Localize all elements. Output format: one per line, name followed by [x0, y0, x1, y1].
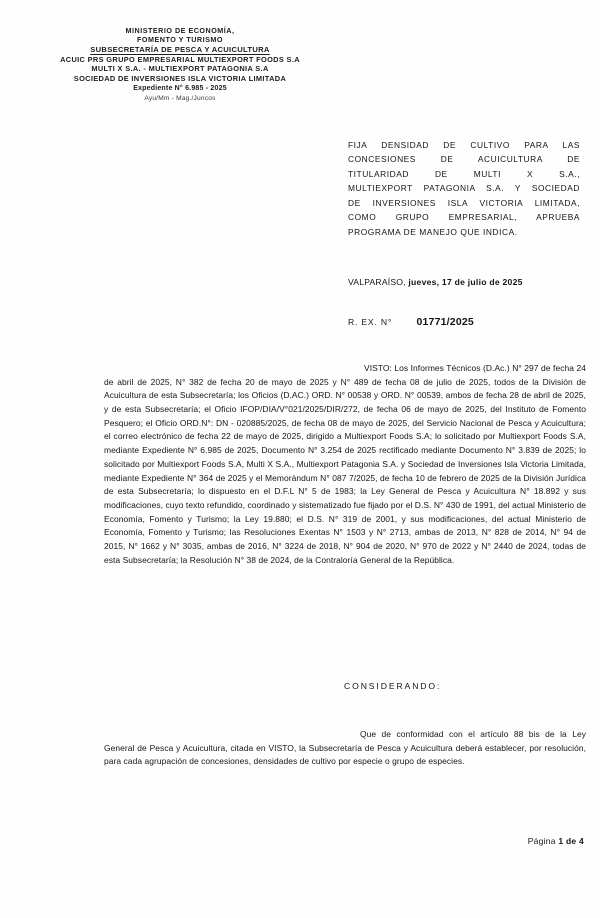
- page-footer: [528, 836, 584, 846]
- page-current: 1: [558, 836, 564, 846]
- letterhead: [0, 26, 360, 103]
- title-line-1: FIJA DENSIDAD DE CULTIVO PARA LAS: [348, 140, 580, 150]
- letterhead-ministry-line1: MINISTERIO DE ECONOMÍA,: [125, 26, 235, 35]
- resolution-title-block: [348, 138, 580, 239]
- title-line-2: CONCESIONES DE ACUICULTURA DE: [348, 154, 580, 165]
- visto-paragraph: VISTO: Los Informes Técnicos (D.Ac.) N° 297 de fecha 24 de abril de 2025, N° 382 de fecha 20 de mayo de 2025 y N° 489 de fecha 08 de julio de 2025, todos de la División de Acuicultura de esta Subsecretaría; los Oficios (D.AC.) ORD. N° 00538 y ORD. N° 00539, ambos de fecha 28 de abril de 2025, y de esta Subsecretaría; el Oficio IFOP/DIA/V°021/2025/DIR/272, de fecha 06 de mayo de 2025, del Instituto de Fomento Pesquero; el Oficio ORD.N°: DN - 020885/2025, de fecha 08 de mayo de 2025, del Servicio Nacional de Pesca y Acuicultura; el correo electrónico de fecha 22 de mayo de 2025, dirigido a Multiexport Foods S.A; lo solicitado por Multiexport Foods S.A, mediante Expediente N° 6.985 de 2025, Documento N° 3.254 de 2025 rectificado mediante Documento N° 3.839 de 2025; lo solicitado por Multiexport Foods S.A, Multi X S.A., Multiexport Patagonia S.A. y Sociedad de Inversiones Isla Victoria Limitada, mediante Expediente N° 364 de 2025 y el Memorándum N° 087 7/2025, de fecha 10 de febrero de 2025 de la División Jurídica de esta Subsecretaría; lo dispuesto en el D.F.L N° 5 de 1983; la Ley General de Pesca y Acuicultura N° 18.892 y sus modificaciones, cuyo texto refundido, coordinado y sistematizado fue fijado por el D.S. N° 430 de 1991, del actual Ministerio de Economía, Fomento y Turismo; la Ley 19.880; el D.S. N° 319 de 2001, y sus modificaciones, del actual Ministerio de Economía, Fomento y Turismo; las Resoluciones Exentas N° 1503 y N° 2713, ambas de 2013, N° 828 de 2014, N° 94 de 2015, N° 1662 y N° 3035, ambas de 2016, N° 3224 de 2018, N° 904 de 2020, N° 970 de 2022 y N° 2440 de 2024, todas de esta Subsecretaría; la Resolución N° 38 de 2024, de la Contraloría General de la República.: [104, 363, 586, 565]
- considerando-heading: CONSIDERANDO:: [344, 681, 442, 691]
- letterhead-initials: Ayu/Mm - Mag./Juncos: [144, 94, 216, 102]
- place-and-date: [348, 277, 523, 287]
- page-label: Página: [527, 836, 556, 846]
- title-line-7: PROGRAMA DE MANEJO QUE INDICA.: [348, 226, 518, 237]
- title-line-3: TITULARIDAD DE MULTI X S.A.,: [348, 168, 580, 179]
- resolution-number: [348, 316, 474, 328]
- page-of-label: de: [565, 836, 577, 846]
- title-line-4: MULTIEXPORT PATAGONIA S.A. Y SOCIEDAD: [348, 183, 580, 194]
- letterhead-group-line2: MULTI X S.A. - MULTIEXPORT PATAGONIA S.A: [91, 64, 269, 74]
- letterhead-ministry-line2: FOMENTO Y TURISMO: [137, 35, 223, 45]
- letterhead-group-line3: SOCIEDAD DE INVERSIONES ISLA VICTORIA LIMITADA: [73, 73, 287, 83]
- considerando-paragraph: Que de conformidad con el artículo 88 bis de la Ley General de Pesca y Acuicultura, citada en VISTO, la Subsecretaría de Pesca y Acuicultura deberá establecer, por resolución, para cada agrupación de concesiones, densidades de cultivo por especie o grupo de especies.: [104, 729, 586, 767]
- letterhead-expediente: Expediente N° 6.985 - 2025: [133, 85, 227, 93]
- letterhead-subsecretaria: SUBSECRETARÍA DE PESCA Y ACUICULTURA: [90, 44, 270, 54]
- title-line-6: COMO GRUPO EMPRESARIAL, APRUEBA: [348, 212, 580, 223]
- resolution-number-label: R. EX. N°: [348, 317, 393, 327]
- page-total: 4: [579, 836, 584, 846]
- resolution-number-value: 01771/2025: [416, 316, 474, 328]
- title-line-5: DE INVERSIONES ISLA VICTORIA LIMITADA,: [348, 197, 580, 208]
- place-city: VALPARAÍSO,: [348, 277, 406, 287]
- letterhead-group-line1: ACUIC PRS GRUPO EMPRESARIAL MULTIEXPORT FOODS S.A: [60, 54, 300, 64]
- issue-date: jueves, 17 de julio de 2025: [408, 277, 523, 287]
